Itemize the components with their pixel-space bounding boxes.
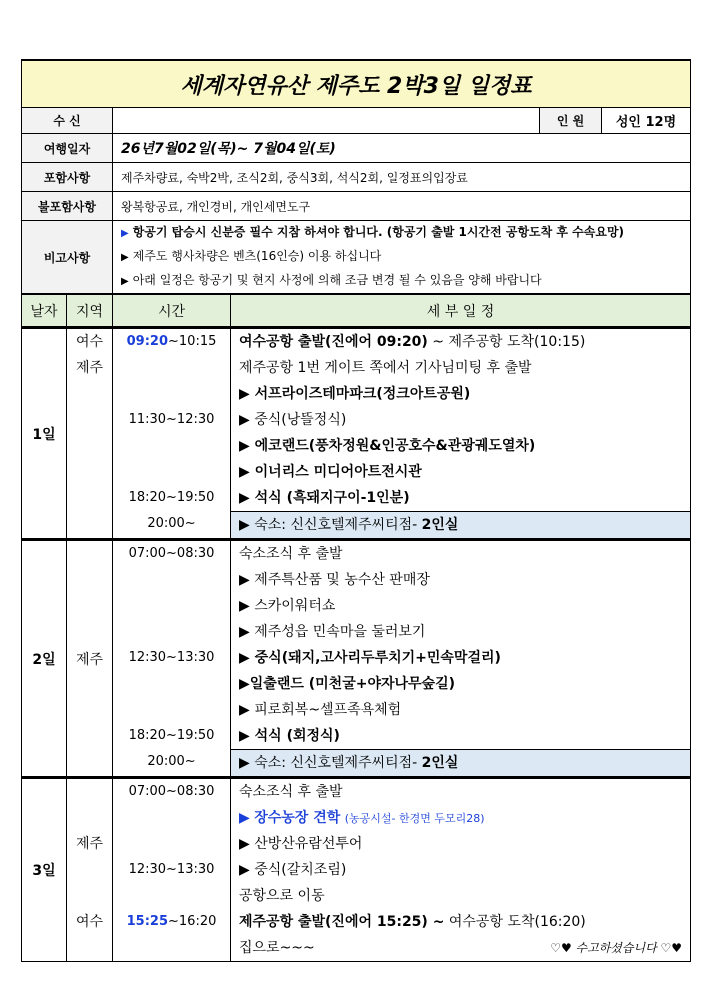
- arrow-icon: ▶: [239, 728, 250, 744]
- region-label: 제주: [75, 836, 104, 852]
- schedule-item: [231, 645, 690, 671]
- item-text: 숙소: 신신호텔제주씨티점-: [254, 755, 422, 771]
- item-text: 서프라이즈테마파크(정크아트공원): [254, 386, 471, 402]
- hotel-item: [231, 749, 690, 776]
- note-line: [121, 245, 690, 269]
- time-label: 12:30~13:30: [128, 650, 215, 665]
- col-detail-header: 세 부 일 정: [231, 295, 691, 328]
- schedule-item: [231, 407, 690, 433]
- item-text: 제주특산품 및 농수산 판매장: [254, 572, 430, 588]
- hotel-item: [231, 511, 690, 538]
- schedule-item: [231, 567, 690, 593]
- schedule-item: [231, 593, 690, 619]
- recipient-value: [113, 108, 540, 134]
- note-line: [121, 269, 690, 293]
- item-text: 숙소조식 후 출발: [239, 546, 343, 562]
- item-text: ~ 제주공항 도착(10:15): [427, 334, 586, 350]
- detail-cell: [231, 778, 691, 962]
- schedule-item: [231, 857, 690, 883]
- time-label: 18:20~19:50: [128, 728, 215, 743]
- people-value: 성인 12명: [602, 108, 691, 134]
- time-label: 20:00~: [147, 754, 196, 769]
- item-text: 스카이워터쇼: [254, 598, 336, 614]
- detail-cell: [231, 328, 691, 540]
- time-label: [113, 909, 230, 935]
- item-text: 일출랜드 (미천굴+야자나무숲길): [249, 676, 455, 692]
- col-region-header: 지역: [67, 295, 113, 328]
- time-label: [113, 329, 230, 355]
- item-text: 제주공항 1번 게이트 쪽에서 기사님미팅 후 출발: [239, 360, 532, 376]
- item-text: 제주성읍 민속마을 둘러보기: [254, 624, 426, 640]
- note-line: [121, 221, 690, 245]
- schedule-item: [231, 723, 690, 749]
- include-label: 포함사항: [22, 163, 113, 192]
- time-label: 07:00~08:30: [128, 546, 215, 561]
- exclude-label: 불포함사항: [22, 192, 113, 221]
- time-label: 07:00~08:30: [128, 784, 215, 799]
- people-label: 인 원: [540, 108, 602, 134]
- schedule-item: [231, 381, 690, 407]
- schedule-item: [231, 355, 690, 381]
- item-text: 석식 (흑돼지구이-1인분): [254, 490, 410, 506]
- time-label: 20:00~: [147, 516, 196, 531]
- schedule-item: [231, 485, 690, 511]
- arrow-icon: ▶: [239, 810, 250, 826]
- region-label: 제주: [67, 540, 113, 778]
- time-end: ~16:20: [168, 914, 217, 929]
- item-text: 여수공항 도착(16:20): [444, 914, 586, 930]
- schedule-item: [231, 831, 690, 857]
- time-cell: [113, 328, 231, 540]
- item-text: 2인실: [421, 517, 459, 533]
- item-text: 2인실: [421, 755, 459, 771]
- item-text: (농공시설- 한경면 두모리28): [344, 812, 485, 825]
- item-text: 여수공항 출발(진에어 09:20): [239, 334, 428, 350]
- arrow-icon: ▶: [239, 755, 250, 771]
- time-end: ~10:15: [168, 334, 217, 349]
- arrow-icon: ▶: [239, 412, 250, 428]
- day-row-3: [22, 778, 691, 962]
- arrow-icon: ▶: [239, 464, 250, 480]
- time-label: 11:30~12:30: [128, 412, 215, 427]
- schedule-item: [231, 805, 690, 831]
- time-label: 18:20~19:50: [128, 490, 215, 505]
- title-cell: [22, 60, 691, 108]
- arrow-icon: ▶: [121, 228, 129, 239]
- schedule-item: [231, 779, 690, 805]
- exclude-value: 왕복항공료, 개인경비, 개인세면도구: [113, 192, 691, 221]
- day-label: 2일: [22, 540, 67, 778]
- item-text: 장수농장 견학: [254, 810, 341, 826]
- date-value: 26년7월02일(목)~ 7월04일(토): [121, 141, 336, 157]
- day-label: 1일: [22, 328, 67, 540]
- date-value-cell: [113, 134, 691, 163]
- arrow-icon: ▶: [239, 676, 250, 692]
- itinerary-document: [21, 59, 690, 962]
- region-label: 제주: [75, 360, 104, 376]
- header-table: [21, 59, 691, 294]
- col-time-header: 시간: [113, 295, 231, 328]
- day-row-2: [22, 540, 691, 778]
- day-label: 3일: [22, 778, 67, 962]
- region-cell: [67, 778, 113, 962]
- arrow-icon: ▶: [239, 650, 250, 666]
- item-text: 피로회복~셀프족욕체험: [254, 702, 402, 718]
- arrow-icon: ▶: [239, 438, 250, 454]
- item-text: 중식(갈치조림): [254, 862, 347, 878]
- schedule-table: [21, 294, 691, 962]
- arrow-icon: ▶: [239, 836, 250, 852]
- arrow-icon: ▶: [239, 386, 250, 402]
- detail-cell: [231, 540, 691, 778]
- include-value: 제주차량료, 숙박2박, 조식2회, 중식3회, 석식2회, 일정표의입장료: [113, 163, 691, 192]
- arrow-icon: ▶: [239, 517, 250, 533]
- arrow-icon: ▶: [121, 252, 129, 263]
- arrow-icon: ▶: [239, 490, 250, 506]
- notes-cell: [113, 221, 691, 294]
- note-text: 제주도 행사차량은 벤츠(16인승) 이용 하십니다: [132, 249, 382, 263]
- arrow-icon: ▶: [239, 702, 250, 718]
- schedule-item: [231, 671, 690, 697]
- item-text: 에코랜드(풍차정원&인공호수&관광궤도열차): [254, 438, 536, 454]
- schedule-item: [231, 697, 690, 723]
- item-text: 중식(돼지,고사리두루치기+민속막걸리): [254, 650, 501, 666]
- schedule-item: [231, 619, 690, 645]
- date-label: 여행일자: [22, 134, 113, 163]
- item-text: 집으로~~~: [239, 940, 315, 956]
- arrow-icon: ▶: [121, 276, 129, 287]
- arrow-icon: ▶: [239, 862, 250, 878]
- region-label: 여수: [75, 334, 104, 350]
- page-title: 세계자연유산 제주도 2박3일 일정표: [180, 73, 532, 99]
- arrow-icon: ▶: [239, 572, 250, 588]
- note-text: 항공기 탑승시 신분증 필수 지참 하셔야 합니다. (항공기 출발 1시간전 공항도착 후 수속요망): [132, 225, 625, 239]
- arrow-icon: ▶: [239, 598, 250, 614]
- schedule-item: [231, 909, 690, 935]
- schedule-item: [231, 329, 690, 355]
- day-row-1: [22, 328, 691, 540]
- item-text: 산방산유람선투어: [254, 836, 363, 852]
- schedule-item: [231, 883, 690, 909]
- col-day-header: 날자: [22, 295, 67, 328]
- time-start: 15:25: [126, 914, 169, 929]
- note-text: 아래 일정은 항공기 및 현지 사정에 의해 조금 변경 될 수 있음을 양해 바랍니다: [132, 273, 542, 287]
- region-label: 여수: [75, 914, 104, 930]
- recipient-label: 수 신: [22, 108, 113, 134]
- item-text: 석식 (회정식): [254, 728, 340, 744]
- arrow-icon: ▶: [239, 624, 250, 640]
- schedule-item: [231, 459, 690, 485]
- closing-note: ♡♥ 수고하셨습니다 ♡♥: [550, 941, 682, 955]
- time-label: 12:30~13:30: [128, 862, 215, 877]
- region-cell: [67, 328, 113, 540]
- item-text: 이너리스 미디어아트전시관: [254, 464, 422, 480]
- item-text: 공항으로 이동: [239, 888, 325, 904]
- item-text: 숙소조식 후 출발: [239, 784, 343, 800]
- item-text: 제주공항 출발(진에어 15:25) ~: [239, 914, 445, 930]
- time-cell: [113, 778, 231, 962]
- schedule-item: [231, 541, 690, 567]
- time-start: 09:20: [126, 334, 169, 349]
- time-cell: [113, 540, 231, 778]
- notes-label: 비고사항: [22, 221, 113, 294]
- schedule-item: [231, 935, 690, 961]
- item-text: 숙소: 신신호텔제주씨티점-: [254, 517, 422, 533]
- item-text: 중식(낭뜰정식): [254, 412, 347, 428]
- schedule-item: [231, 433, 690, 459]
